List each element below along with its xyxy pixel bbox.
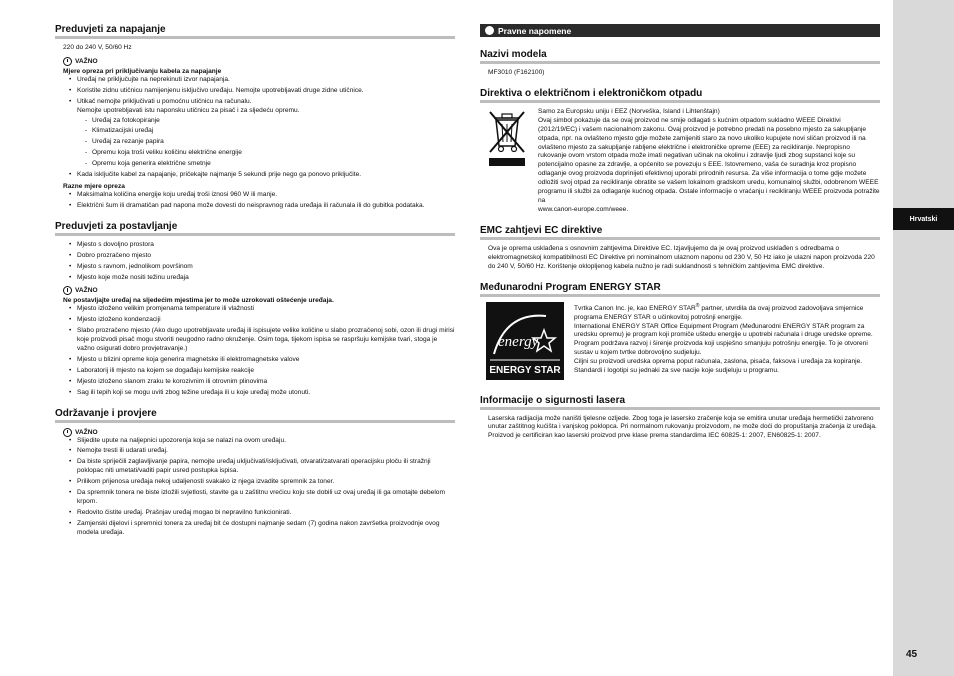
list-item: • Mjesto s ravnom, jednolikom površinom <box>69 263 455 272</box>
list-item-text: Nemojte upotrebljavati istu naponsku utičnicu za pisač i za sljedeću opremu. <box>77 106 300 114</box>
emc-heading: EMC zahtjevi EC direktive <box>480 225 880 240</box>
list-item: • Da spremnik tonera ne biste izložili svjetlosti, stavite ga u zaštitnu vrećicu koju ste dobili uz ovaj uređaj ili ga omotajte debelom krpom. <box>69 489 455 507</box>
right-column <box>480 24 880 441</box>
side-tab-strip <box>893 0 954 676</box>
language-tab: Hrvatski <box>893 208 954 230</box>
important-label: VAŽNO <box>75 428 98 436</box>
list-item: - Klimatizacijski uređaj <box>85 127 455 136</box>
important-label: VAŽNO <box>75 57 98 65</box>
list-item: • Koristite zidnu utičnicu namijenjenu isključivo uređaju. Nemojte upotrebljavati druge zidne utičnice. <box>69 87 455 96</box>
important-icon <box>63 57 72 66</box>
left-column <box>55 24 455 540</box>
maintenance-important <box>55 428 455 437</box>
list-item: • Nemojte tresti ili udarati uređaj. <box>69 447 455 456</box>
power-spec: 220 do 240 V, 50/60 Hz <box>63 44 132 51</box>
model-heading: Nazivi modela <box>480 49 880 64</box>
important-icon <box>63 286 72 295</box>
install-list-1 <box>55 241 455 283</box>
energy-star-text-2: partner, utvrdila da ovaj proizvod zadovoljava smjernice programa ENERGY STAR o učinkovitoj potrošnji energije. <box>574 304 864 321</box>
install-subheading: Ne postavljajte uređaj na sljedećim mjestima jer to može uzrokovati oštećenje uređaja. <box>63 297 334 305</box>
energy-star-icon <box>486 302 564 380</box>
list-item: • Mjesto izloženo velikim promjenama temperature ili vlažnosti <box>69 305 455 314</box>
list-item: • Maksimalna količina energije koju uređaj troši iznosi 960 W ili manje. <box>69 191 455 200</box>
list-item: • Da biste spriječili zaglavljivanje papira, nemojte uređaj uključivati/isključivati, otvarati/zatvarati operacijsku ploču ili stražnji poklopac niti umetati/vaditi papir usred postupka ispisa. <box>69 458 455 476</box>
list-item: • Dobro prozračeno mjesto <box>69 252 455 261</box>
energy-star-text <box>574 302 880 385</box>
weee-heading: Direktiva o električnom i elektroničkom otpadu <box>480 88 880 103</box>
important-label: VAŽNO <box>75 287 98 295</box>
list-item: • Mjesto s dovoljno prostora <box>69 241 455 250</box>
list-item: • Električni šum ili dramatičan pad napona može dovesti do neispravnog rada uređaja ili računala ili do gubitka podataka. <box>69 202 455 211</box>
weee-body: Samo za Europsku uniju i EEZ (Norveška, Island i Lihtenštajn) Ovaj simbol pokazuje da se ovaj proizvod ne smije odlagati s kućnim otpadom sukladno WEEE Direktivi (2012/19/EC) i vašem nacionalnom zakonu. Ovaj proizvod je potrebno predati na posebno mjesto za sakupljanje otpada, npr. na ovlašteno mjesto gdje možete zamijeniti staro za novo ukoliko kupujete novi sličan proizvod ili na ovlašteno mjesto za sakupljanje rabljene električne i elektroničke opreme (EEE) za recikliranje. Nepropisno rukovanje ovom vrstom otpada može imati negativan učinak na okolinu i zdravlje ljudi zbog supstanci koje su potencijalno opasne za zdravlje, a općenito se povezuju s EEE. Istovremeno, vaša će suradnja kroz propisno odlaganje ovog proizvoda doprinijeti efektivnoj uporabi prirodnih resursa. Za više informacija o tome gdje možete odložiti svoj otpad za recikliranje obratite se vašem lokalnom gradskom uredu, komunalnoj službi, odobrenom WEEE programu ili službi za odlaganje kućnog otpada. Ostale informacije o vraćanju i recikliranju WEEE proizvoda potražite na www.canon-europe.com/weee. <box>538 107 880 213</box>
list-item-text: Utikač nemojte priključivati u pomoćnu utičnicu na računalu. <box>77 97 252 105</box>
power-subheading-1: Mjere opreza pri priključivanju kabela za napajanje <box>63 67 222 75</box>
equipment-list <box>77 117 455 170</box>
power-list-1 <box>55 76 455 180</box>
power-subheading-2: Razne mjere opreza <box>63 182 125 190</box>
info-icon <box>485 26 494 35</box>
legal-notices-title: Pravne napomene <box>498 25 572 36</box>
energy-star-label: ENERGY STAR <box>489 364 561 376</box>
energy-star-word: energy <box>498 333 539 350</box>
energy-star-logo <box>486 302 566 385</box>
list-item: - Opremu koja troši veliku količinu električne energije <box>85 149 455 158</box>
power-list-2 <box>55 191 455 211</box>
power-heading: Preduvjeti za napajanje <box>55 24 455 39</box>
power-important <box>55 57 455 66</box>
list-item: • Prilikom prijenosa uređaja nekoj udaljenosti svakako iz njega izvadite spremnik za toner. <box>69 478 455 487</box>
energy-star-text-3: International ENERGY STAR Office Equipment Program (Međunarodni ENERGY STAR program za uredsku opremu) je program koji promiče uštedu energije u upotrebi računala i druge uredske opreme. Program podržava razvoj i širenje proizvoda koji uspješno smanjuju potrošnju energije. To je otvoreni sustav u kojem tvrtke dobrovoljno sudjeluju. Ciljni su proizvodi uredska oprema poput računala, zaslona, pisača, faksova i uređaja za kopiranje. Standardi i logotipi su jednaki za sve nacije koje sudjeluju u programu. <box>574 322 873 375</box>
laser-text <box>480 415 880 442</box>
energy-star-text-1: Tvrtka Canon Inc. je, kao ENERGY STAR <box>574 304 696 312</box>
list-item: • Mjesto izloženo slanom zraku te korozivnim ili otrovnim plinovima <box>69 378 455 387</box>
list-item: • Mjesto izloženo kondenzaciji <box>69 316 455 325</box>
list-item: • Sag ili tepih koji se mogu uviti zbog težine uređaja ili u koje uređaj može utonuti. <box>69 389 455 398</box>
list-item: • Kada isključite kabel za napajanje, pričekajte najmanje 5 sekundi prije nego ga ponovo priključite. <box>69 171 455 180</box>
install-heading: Preduvjeti za postavljanje <box>55 221 455 236</box>
list-item: - Uređaj za rezanje papira <box>85 138 455 147</box>
weee-block <box>480 108 880 215</box>
list-item: - Uređaj za fotokopiranje <box>85 117 455 126</box>
list-item: • Mjesto koje može nositi težinu uređaja <box>69 274 455 283</box>
registered-mark: ® <box>695 302 700 309</box>
important-icon <box>63 428 72 437</box>
maintenance-list <box>55 437 455 538</box>
crossed-bin-icon <box>486 108 528 168</box>
laser-body: Laserska radijacija može naništi tjelesne ozljede. Zbog toga je lasersko zračenje koja se emitira unutar uređaja hermetički zatvoreno unutar zaštitnog kućišta i vanjskog poklopca. Pri normalnom rukovanju proizvodom, ne može doći do propuštanja zračenja iz uređaja. Proizvod je certificiran kao laserski proizvod prve klase prema standardima IEC 60825-1: 2007, EN60825-1: 2007. <box>488 414 877 440</box>
model-name: MF3010 (F162100) <box>488 69 545 76</box>
install-list-2 <box>55 305 455 397</box>
list-item: • Redovito čistite uređaj. Prašnjav uređaj mogao bi nepravilno funkcionirati. <box>69 509 455 518</box>
install-important <box>55 286 455 295</box>
page-number: 45 <box>906 649 918 660</box>
list-item: • Mjesto u blizini opreme koja generira magnetske ili elektromagnetske valove <box>69 356 455 365</box>
list-item: • Uređaj ne priključujte na neprekinuti izvor napajanja. <box>69 76 455 85</box>
list-item: • Zamjenski dijelovi i spremnici tonera za uređaj bit će dostupni najmanje sedam (7) godina nakon završetka proizvodnje ovog modela uređaja. <box>69 520 455 538</box>
emc-text: Ova je oprema usklađena s osnovnim zahtjevima Direktive EC. Izjavljujemo da je ovaj proizvod usklađen s odredbama o elektromagnetskoj kompatibilnosti EC Direktive pri nominalnom ulaznom naponu od 230 V, 50 Hz iako je ulazni napon proizvoda 220 do 240 V, 50/60 Hz. Korištenje okloplјenog kabela nužno je radi suklandnosti s tehničkim zahtjevima EMC direktive. <box>488 244 875 270</box>
list-item: • Slijedite upute na naljepnici upozorenja koja se nalazi na ovom uređaju. <box>69 437 455 446</box>
energy-star-block <box>480 302 880 385</box>
maintenance-heading: Održavanje i provjere <box>55 408 455 423</box>
list-item <box>69 98 455 169</box>
energy-star-heading: Međunarodni Program ENERGY STAR <box>480 282 880 297</box>
legal-notices-bar <box>480 24 880 37</box>
laser-heading: Informacije o sigurnosti lasera <box>480 395 880 410</box>
list-item: • Laboratorij ili mjesto na kojem se događaju kemijske reakcije <box>69 367 455 376</box>
list-item: • Slabo prozračeno mjesto (Ako dugo upotrebljavate uređaj ili ispisujete velike količine u slabo prozračenoj sobi, ozon ili drugi mirisi koje proizvodi pisač mogu stvoriti neugodno radno okruženje. Osim toga, tijekom ispisa se raspršuju kemijske tvari, stoga je važno osigurati dobro provjetravanje.) <box>69 327 455 354</box>
weee-text <box>538 108 880 215</box>
list-item: - Opremu koja generira električne smetnje <box>85 160 455 169</box>
weee-logo <box>486 108 530 215</box>
